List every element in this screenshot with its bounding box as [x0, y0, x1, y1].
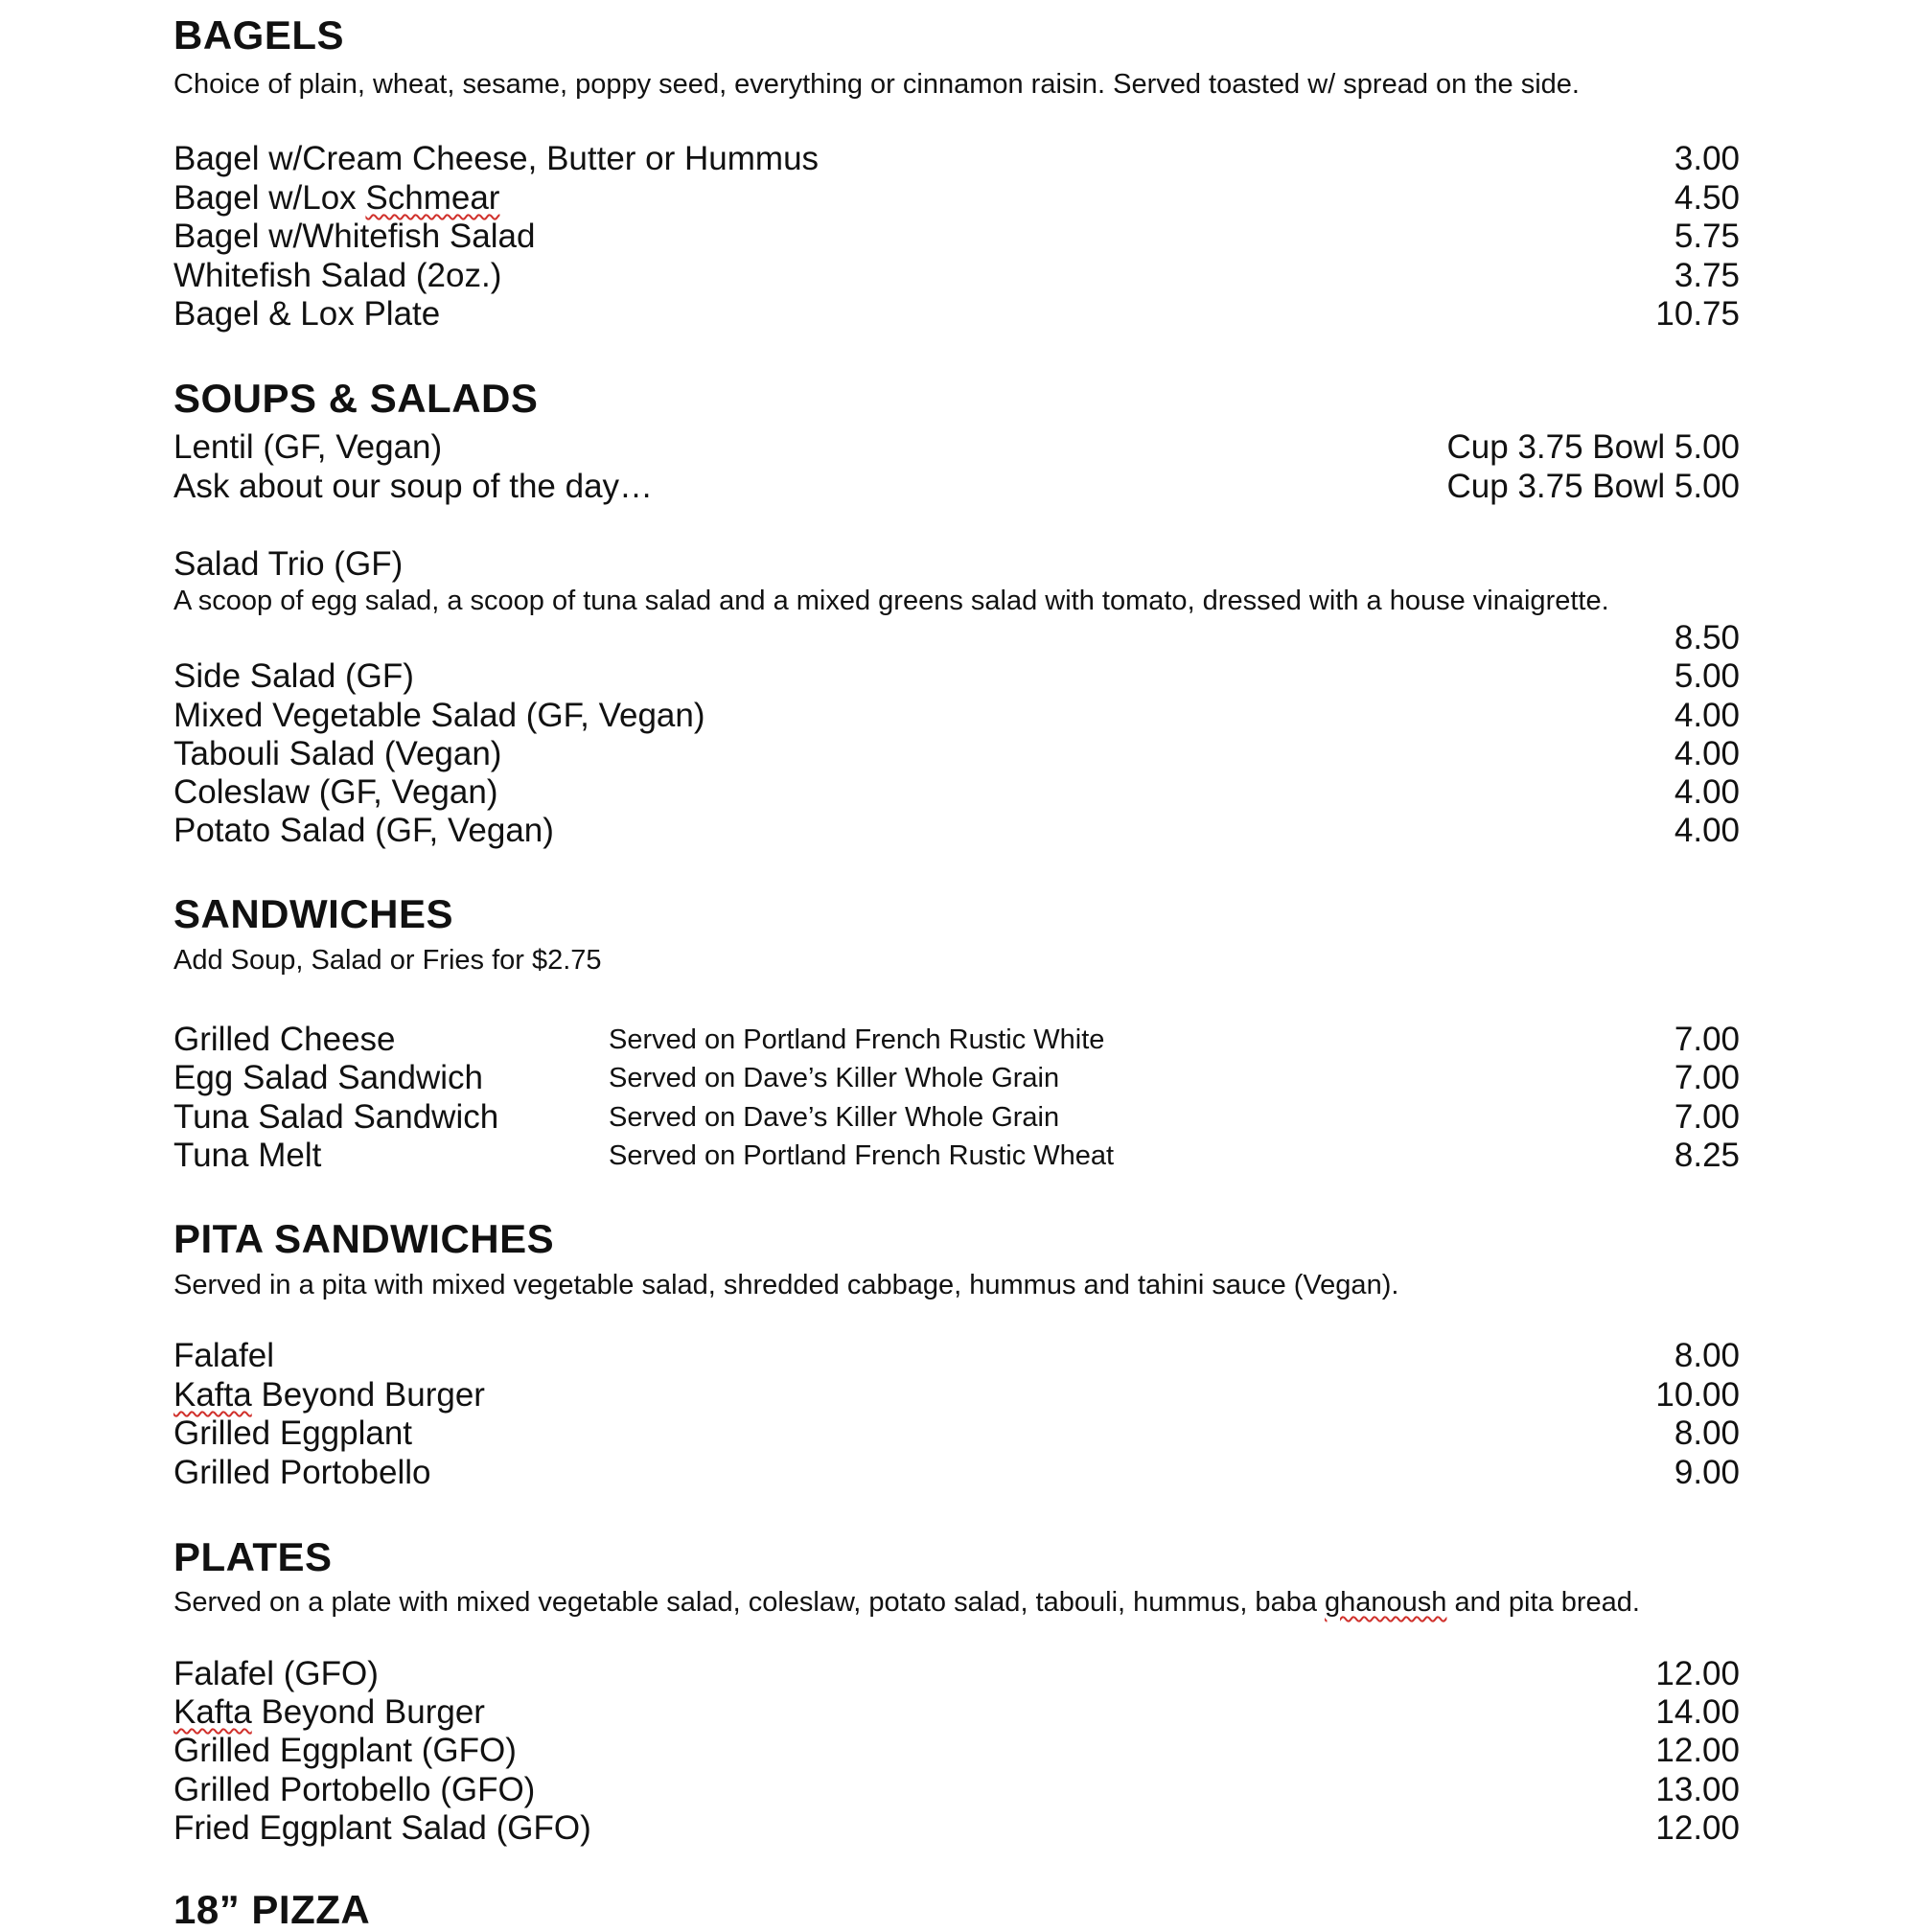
- menu-item-price: 5.00: [1674, 657, 1740, 695]
- menu-item-name: Salad Trio (GF): [173, 545, 404, 583]
- menu-item-price: 12.00: [1655, 1655, 1740, 1692]
- menu-item-price: 3.75: [1674, 257, 1740, 294]
- spellcheck-flagged-word: Schmear: [365, 179, 500, 217]
- menu-item-name: [173, 1378, 485, 1412]
- menu-item-bread-note: Served on Dave’s Killer Whole Grain: [609, 1102, 1060, 1133]
- menu-item-bread-note: Served on Portland French Rustic Wheat: [609, 1140, 1115, 1171]
- menu-item-name: Grilled Eggplant: [173, 1414, 413, 1452]
- menu-item-price: 4.00: [1674, 697, 1740, 734]
- section-heading-plates: PLATES: [173, 1534, 333, 1579]
- section-description-pita: Served in a pita with mixed vegetable salad, shredded cabbage, hummus and tahini sauce (Vegan).: [173, 1270, 1399, 1300]
- description-part: and pita bread.: [1446, 1587, 1640, 1618]
- menu-item-name: Fried Eggplant Salad (GFO): [173, 1809, 591, 1847]
- menu-item-price: 10.75: [1655, 295, 1740, 333]
- menu-item-name: Mixed Vegetable Salad (GF, Vegan): [173, 697, 705, 734]
- section-description-sandwiches: Add Soup, Salad or Fries for $2.75: [173, 945, 602, 976]
- menu-item-name: Tuna Melt: [173, 1137, 322, 1174]
- menu-item-price: 8.25: [1674, 1137, 1740, 1174]
- menu-item-name: Ask about our soup of the day…: [173, 468, 654, 505]
- menu-item-name: Coleslaw (GF, Vegan): [173, 773, 498, 811]
- item-name-part: Bagel w/Lox: [173, 179, 366, 217]
- spellcheck-flagged-word: ghanoush: [1325, 1587, 1447, 1618]
- menu-item-name: Falafel (GFO): [173, 1655, 379, 1692]
- menu-item-name: Tuna Salad Sandwich: [173, 1098, 499, 1136]
- menu-item-price: 8.00: [1674, 1414, 1740, 1452]
- menu-item-bread-note: Served on Dave’s Killer Whole Grain: [609, 1063, 1060, 1093]
- menu-item-name: Bagel w/Cream Cheese, Butter or Hummus: [173, 140, 820, 177]
- menu-item-name: Grilled Portobello (GFO): [173, 1771, 536, 1808]
- menu-item-price: 7.00: [1674, 1021, 1740, 1058]
- menu-item-name: Grilled Eggplant (GFO): [173, 1732, 517, 1769]
- menu-item-name: Tabouli Salad (Vegan): [173, 735, 502, 772]
- section-heading-bagels: BAGELS: [173, 12, 345, 58]
- menu-item-price: 5.75: [1674, 218, 1740, 255]
- menu-item-price: 14.00: [1655, 1693, 1740, 1731]
- menu-item-price: 4.00: [1674, 735, 1740, 772]
- item-name-part: Beyond Burger: [251, 1693, 485, 1731]
- menu-item-name: Lentil (GF, Vegan): [173, 428, 443, 466]
- menu-item-price: 8.00: [1674, 1337, 1740, 1374]
- spellcheck-flagged-word: Kafta: [173, 1376, 252, 1414]
- section-heading-sandwiches: SANDWICHES: [173, 891, 454, 936]
- menu-item-name: Bagel & Lox Plate: [173, 295, 441, 333]
- spellcheck-flagged-word: Kafta: [173, 1693, 252, 1731]
- menu-item-name: [173, 1695, 485, 1729]
- menu-item-price: 13.00: [1655, 1771, 1740, 1808]
- menu-item-name: Whitefish Salad (2oz.): [173, 257, 502, 294]
- menu-item-price: 8.50: [1674, 619, 1740, 656]
- menu-item-name: Bagel w/Whitefish Salad: [173, 218, 536, 255]
- menu-item-bread-note: Served on Portland French Rustic White: [609, 1024, 1105, 1055]
- menu-item-name: [173, 181, 499, 215]
- menu-item-price: 4.00: [1674, 812, 1740, 849]
- section-heading-soups-salads: SOUPS & SALADS: [173, 376, 539, 421]
- section-description-plates: [173, 1589, 1640, 1617]
- section-description-bagels: Choice of plain, wheat, sesame, poppy seed, everything or cinnamon raisin. Served toasted w/ spread on the side.: [173, 69, 1580, 100]
- menu-item-name: Potato Salad (GF, Vegan): [173, 812, 554, 849]
- menu-item-price: 7.00: [1674, 1098, 1740, 1136]
- menu-item-price: 7.00: [1674, 1059, 1740, 1096]
- menu-item-price: 10.00: [1655, 1376, 1740, 1414]
- menu-item-name: Side Salad (GF): [173, 657, 414, 695]
- menu-item-name: Grilled Cheese: [173, 1021, 396, 1058]
- menu-item-price: 12.00: [1655, 1809, 1740, 1847]
- section-heading-pizza: 18” PIZZA: [173, 1887, 371, 1932]
- description-part: Served on a plate with mixed vegetable salad, coleslaw, potato salad, tabouli, hummus, baba: [173, 1587, 1326, 1618]
- menu-item-name: Egg Salad Sandwich: [173, 1059, 483, 1096]
- menu-item-price: 4.00: [1674, 773, 1740, 811]
- menu-item-description: A scoop of egg salad, a scoop of tuna salad and a mixed greens salad with tomato, dressed with a house vinaigrette.: [173, 586, 1609, 616]
- item-name-part: Beyond Burger: [251, 1376, 485, 1414]
- section-heading-pita-sandwiches: PITA SANDWICHES: [173, 1216, 555, 1261]
- menu-item-price: 4.50: [1674, 179, 1740, 217]
- menu-item-price: 3.00: [1674, 140, 1740, 177]
- menu-item-price: Cup 3.75 Bowl 5.00: [1446, 468, 1740, 505]
- menu-item-price: Cup 3.75 Bowl 5.00: [1446, 428, 1740, 466]
- menu-item-name: Falafel: [173, 1337, 275, 1374]
- menu-item-name: Grilled Portobello: [173, 1454, 431, 1491]
- menu-item-price: 9.00: [1674, 1454, 1740, 1491]
- menu-item-price: 12.00: [1655, 1732, 1740, 1769]
